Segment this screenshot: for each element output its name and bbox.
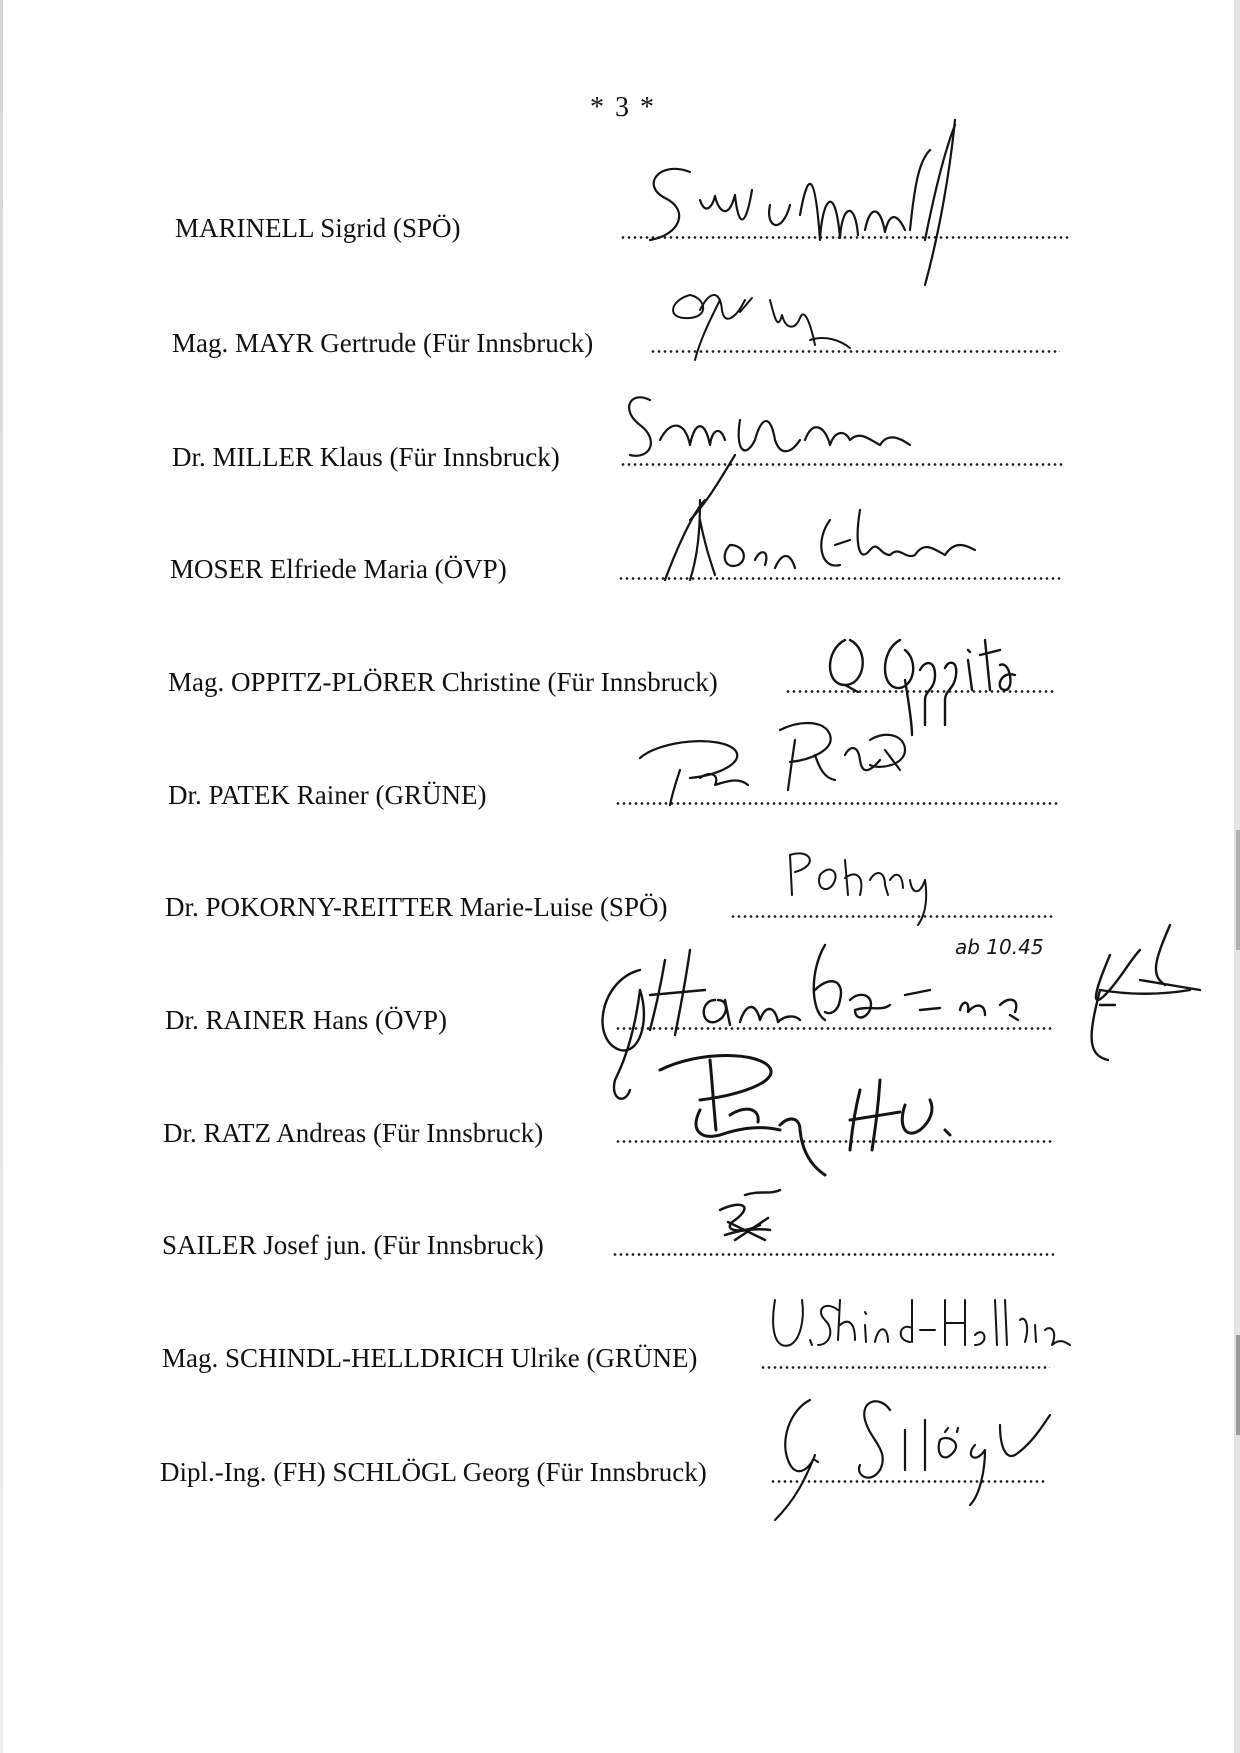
signatory-name: Dr. PATEK Rainer (GRÜNE)	[168, 780, 487, 810]
signature-schloegl	[775, 1400, 1050, 1520]
signature-line	[615, 1027, 1055, 1030]
signatory-name: Dipl.-Ing. (FH) SCHLÖGL Georg (Für Innsbruck)	[160, 1457, 707, 1487]
signatory-name: Mag. SCHINDL-HELLDRICH Ulrike (GRÜNE)	[162, 1343, 698, 1373]
signature-miller	[629, 397, 910, 520]
signature-moser	[665, 500, 975, 580]
signatory-name: Dr. POKORNY-REITTER Marie-Luise (SPÖ)	[165, 892, 668, 922]
signatory-name: MOSER Elfriede Maria (ÖVP)	[170, 554, 507, 584]
scan-edge-left	[0, 0, 3, 1753]
handwritten-time-note: ab 10.45	[955, 935, 1044, 959]
signatory-name: Mag. OPPITZ-PLÖRER Christine (Für Innsbruck)	[168, 667, 718, 697]
signature-line	[785, 690, 1055, 693]
signature-marinell	[650, 120, 955, 285]
scan-edge-right	[1234, 0, 1240, 1753]
signatory-name: SAILER Josef jun. (Für Innsbruck)	[162, 1230, 544, 1260]
signatory-name: MARINELL Sigrid (SPÖ)	[175, 213, 461, 243]
signatory-name: Dr. RAINER Hans (ÖVP)	[165, 1005, 447, 1035]
signature-line	[770, 1480, 1045, 1483]
signature-line	[618, 577, 1063, 580]
signature-line	[620, 463, 1065, 466]
signature-line	[650, 350, 1060, 353]
signature-rainer	[603, 925, 1200, 1099]
signature-line	[615, 802, 1060, 805]
signature-line	[620, 236, 1070, 239]
signature-patek	[640, 723, 905, 805]
signatory-name: Dr. RATZ Andreas (Für Innsbruck)	[163, 1118, 544, 1148]
signature-ratz	[660, 1056, 950, 1176]
signature-line	[612, 1253, 1054, 1256]
signature-line	[730, 915, 1055, 918]
signature-line	[615, 1140, 1055, 1143]
signature-schindl	[773, 1300, 1070, 1346]
signatory-name: Dr. MILLER Klaus (Für Innsbruck)	[172, 442, 560, 472]
page-number: * 3 *	[590, 92, 656, 123]
signature-sailer	[720, 1190, 780, 1240]
signatory-name: Mag. MAYR Gertrude (Für Innsbruck)	[172, 328, 594, 358]
signature-line	[760, 1366, 1050, 1369]
signature-oppitz	[830, 640, 1015, 735]
